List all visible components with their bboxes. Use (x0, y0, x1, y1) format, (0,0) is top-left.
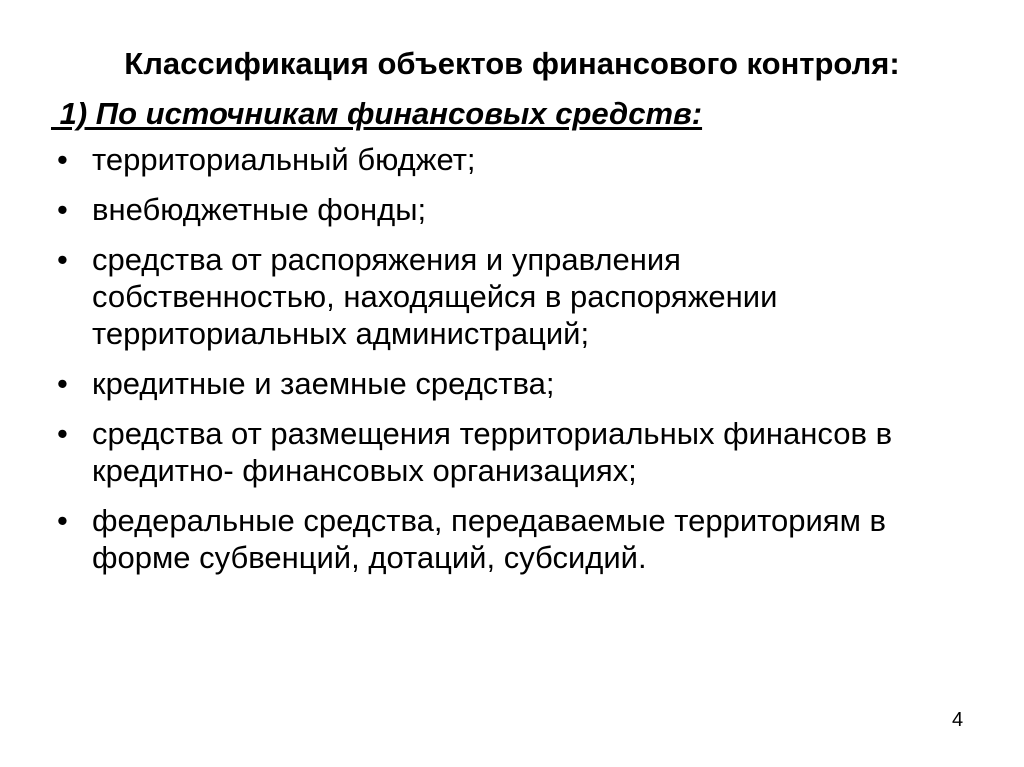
bullet-icon: • (57, 242, 68, 277)
bullet-list (57, 141, 997, 589)
list-item-text: средства от распоряжения и управления (92, 242, 681, 277)
list-item (57, 365, 997, 402)
list-item (57, 191, 997, 228)
bullet-icon: • (57, 192, 68, 227)
list-item (57, 415, 997, 489)
bullet-icon: • (57, 503, 68, 538)
list-item-text: средства от размещения территориальных финансов в (92, 416, 893, 451)
list-item-text: федеральные средства, передаваемые территориям в (92, 503, 886, 538)
list-item (57, 141, 997, 178)
bullet-icon: • (57, 366, 68, 401)
slide-subtitle: 1) По источникам финансовых средств: (51, 96, 703, 131)
slide-title: Классификация объектов финансового контроля: (124, 46, 900, 81)
list-item-text: кредитно- финансовых организациях; (92, 453, 637, 488)
list-item (57, 241, 997, 352)
bullet-icon: • (57, 142, 68, 177)
page-number: 4 (952, 709, 964, 731)
list-item-text: форме субвенций, дотаций, субсидий. (92, 540, 647, 575)
list-item-text: собственностью, находящейся в распоряжении (92, 279, 778, 314)
list-item (57, 502, 997, 576)
bullet-icon: • (57, 416, 68, 451)
list-item-text: территориальный бюджет; (92, 142, 476, 177)
list-item-text: внебюджетные фонды; (92, 192, 427, 227)
list-item-text: кредитные и заемные средства; (92, 366, 555, 401)
list-item-text: территориальных администраций; (92, 316, 590, 351)
